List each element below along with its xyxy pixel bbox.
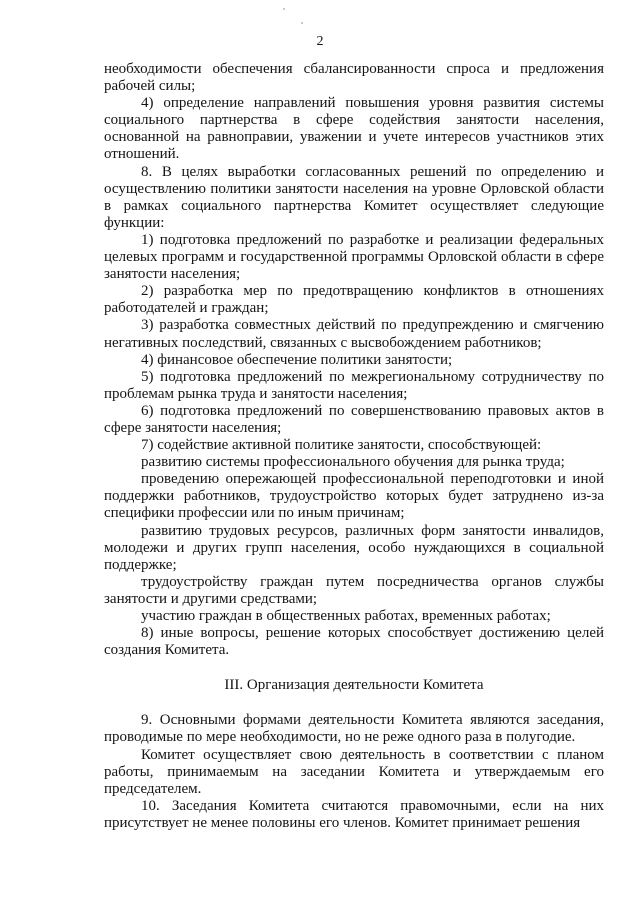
list-item: 4) финансовое обеспечение политики занятости;	[141, 351, 453, 368]
scan-speck	[301, 22, 303, 24]
paragraph-continuation: необходимости обеспечения сбалансированности спроса и предложения рабочей силы;	[104, 61, 604, 95]
section-heading: III. Организация деятельности Комитета	[224, 677, 484, 694]
paragraph: Комитет осуществляет свою деятельность в соответствии с планом работы, принимаемым на заседании Комитета и утверждаемым его председателем.	[104, 746, 604, 797]
sub-item: трудоустройству граждан путем посредничества органов службы занятости и другими средствами;	[104, 573, 604, 607]
sub-item: развитию системы профессионального обучения для рынка труда;	[141, 454, 565, 471]
clause-paragraph: 8. В целях выработки согласованных решений по определению и осуществлению политики занятости населения на уровне Орловской области в рамках социального партнерства Комитет осуществляет следующие функции:	[104, 163, 604, 231]
list-item: 4) определение направлений повышения уровня развития системы социального партнерства в сфере содействия занятости населения, основанной на равноправии, уважении и учете интересов участников этих отношений.	[104, 95, 604, 163]
document-body	[104, 61, 604, 832]
clause-paragraph: 10. Заседания Комитета считаются правомочными, если на них присутствует не менее половины его членов. Комитет принимает решения	[104, 797, 604, 831]
list-item: 6) подготовка предложений по совершенствованию правовых актов в сфере занятости населения;	[104, 402, 604, 436]
sub-item: проведению опережающей профессиональной переподготовки и иной поддержки работников, трудоустройство которых будет затруднено из-за специфики профессии или по иным причинам;	[104, 471, 604, 522]
sub-item: участию граждан в общественных работах, временных работах;	[141, 608, 551, 624]
list-item: 5) подготовка предложений по межрегиональному сотрудничеству по проблемам рынка труда и занятости населения;	[104, 368, 604, 402]
sub-item: развитию трудовых ресурсов, различных форм занятости инвалидов, молодежи и других групп населения, особо нуждающихся в социальной поддержке;	[104, 522, 604, 573]
list-item: 8) иные вопросы, решение которых способствует достижению целей создания Комитета.	[104, 625, 604, 659]
list-item: 3) разработка совместных действий по предупреждению и смягчению негативных последствий, связанных с высвобождением работников;	[104, 317, 604, 351]
list-item: 1) подготовка предложений по разработке и реализации федеральных целевых программ и государственной программы Орловской области в сфере занятости населения;	[104, 231, 604, 283]
scan-speck	[283, 8, 285, 10]
list-item: 2) разработка мер по предотвращению конфликтов в отношениях работодателей и граждан;	[104, 283, 604, 317]
list-item: 7) содействие активной политике занятости, способствующей:	[141, 437, 542, 454]
clause-paragraph: 9. Основными формами деятельности Комитета являются заседания, проводимые по мере необходимости, но не реже одного раза в полугодие.	[104, 712, 604, 746]
page-number: 2	[316, 34, 324, 49]
